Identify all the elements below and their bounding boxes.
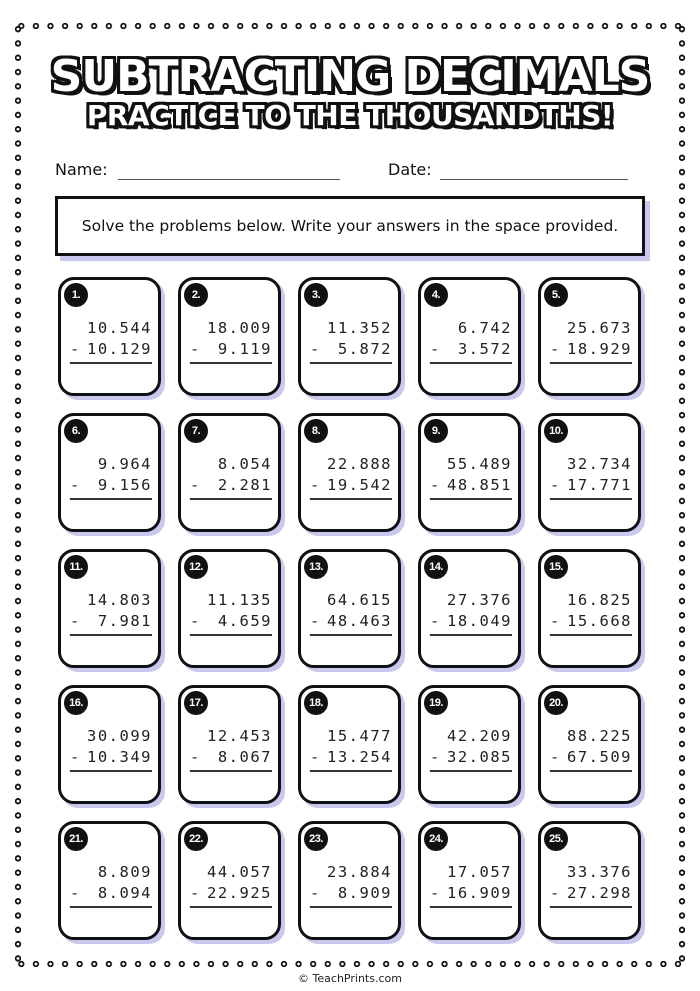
answer-line bbox=[70, 362, 152, 364]
subtraction-problem bbox=[310, 590, 392, 636]
subtrahend-row bbox=[70, 611, 152, 632]
minuend: 8.809 bbox=[97, 863, 152, 881]
subtrahend: 3.572 bbox=[457, 340, 512, 358]
subtraction-problem bbox=[70, 454, 152, 500]
subtrahend: 18.049 bbox=[447, 612, 512, 630]
problem-card bbox=[298, 277, 401, 396]
dotted-border-bottom bbox=[14, 960, 686, 968]
subtrahend-row bbox=[550, 339, 632, 360]
subtrahend-row bbox=[550, 475, 632, 496]
name-label: Name: bbox=[55, 160, 108, 179]
answer-line bbox=[430, 634, 512, 636]
subtrahend: 17.771 bbox=[567, 476, 632, 494]
subtraction-problem bbox=[550, 590, 632, 636]
subtrahend-row bbox=[70, 339, 152, 360]
problem-number-badge: 18. bbox=[304, 691, 328, 715]
answer-line bbox=[430, 498, 512, 500]
answer-line bbox=[190, 498, 272, 500]
subtrahend: 8.909 bbox=[337, 884, 392, 902]
minuend: 11.135 bbox=[207, 591, 272, 609]
subtrahend-row bbox=[310, 611, 392, 632]
subtraction-problem bbox=[550, 454, 632, 500]
subtraction-problem bbox=[430, 726, 512, 772]
minus-sign: - bbox=[430, 476, 441, 494]
minus-sign: - bbox=[70, 884, 81, 902]
minus-sign: - bbox=[430, 340, 441, 358]
subtrahend-row bbox=[190, 611, 272, 632]
problem-card bbox=[418, 277, 521, 396]
minus-sign: - bbox=[70, 340, 81, 358]
subtrahend-row bbox=[430, 339, 512, 360]
subtrahend: 22.925 bbox=[207, 884, 272, 902]
subtrahend-row bbox=[550, 611, 632, 632]
answer-line bbox=[550, 634, 632, 636]
subtrahend: 2.281 bbox=[217, 476, 272, 494]
subtrahend: 18.929 bbox=[567, 340, 632, 358]
subtrahend: 48.851 bbox=[447, 476, 512, 494]
dotted-border-top bbox=[14, 22, 686, 30]
subtrahend: 13.254 bbox=[327, 748, 392, 766]
problem-number-badge: 24. bbox=[424, 827, 448, 851]
subtrahend-row bbox=[550, 747, 632, 768]
problem-number-badge: 25. bbox=[544, 827, 568, 851]
subtrahend-row bbox=[550, 883, 632, 904]
problem-card bbox=[538, 413, 641, 532]
problem-card bbox=[58, 277, 161, 396]
problem-number-badge: 8. bbox=[304, 419, 328, 443]
minuend: 55.489 bbox=[447, 455, 512, 473]
subtraction-problem bbox=[310, 454, 392, 500]
minus-sign: - bbox=[70, 612, 81, 630]
problem-number-badge: 15. bbox=[544, 555, 568, 579]
minuend: 10.544 bbox=[87, 319, 152, 337]
answer-line bbox=[550, 906, 632, 908]
minus-sign: - bbox=[70, 476, 81, 494]
answer-line bbox=[190, 906, 272, 908]
problem-number-badge: 2. bbox=[184, 283, 208, 307]
subtrahend-row bbox=[430, 883, 512, 904]
minuend: 44.057 bbox=[207, 863, 272, 881]
subtraction-problem bbox=[310, 726, 392, 772]
minuend: 88.225 bbox=[567, 727, 632, 745]
minus-sign: - bbox=[310, 476, 321, 494]
answer-space[interactable] bbox=[549, 774, 630, 795]
answer-line bbox=[70, 498, 152, 500]
subtrahend: 8.094 bbox=[97, 884, 152, 902]
answer-line bbox=[310, 634, 392, 636]
answer-space[interactable] bbox=[309, 366, 390, 387]
answer-space[interactable] bbox=[429, 366, 510, 387]
subtraction-problem bbox=[190, 318, 272, 364]
minus-sign: - bbox=[190, 748, 201, 766]
problem-card bbox=[538, 277, 641, 396]
problem-card bbox=[538, 685, 641, 804]
answer-space[interactable] bbox=[309, 638, 390, 659]
subtrahend-row bbox=[430, 611, 512, 632]
problem-number-badge: 23. bbox=[304, 827, 328, 851]
problem-number-badge: 16. bbox=[64, 691, 88, 715]
minuend: 64.615 bbox=[327, 591, 392, 609]
answer-line bbox=[190, 770, 272, 772]
problems-grid bbox=[58, 277, 641, 940]
minuend: 12.453 bbox=[207, 727, 272, 745]
minuend: 11.352 bbox=[327, 319, 392, 337]
subtraction-problem bbox=[190, 726, 272, 772]
minus-sign: - bbox=[310, 884, 321, 902]
subtrahend-row bbox=[310, 747, 392, 768]
subtrahend-row bbox=[70, 883, 152, 904]
problem-number-badge: 3. bbox=[304, 283, 328, 307]
minuend: 30.099 bbox=[87, 727, 152, 745]
answer-space[interactable] bbox=[309, 774, 390, 795]
instructions-text: Solve the problems below. Write your answers in the space provided. bbox=[81, 217, 619, 235]
problem-number-badge: 17. bbox=[184, 691, 208, 715]
subtrahend-row bbox=[190, 883, 272, 904]
subtrahend: 10.129 bbox=[87, 340, 152, 358]
answer-space[interactable] bbox=[429, 638, 510, 659]
answer-space[interactable] bbox=[69, 774, 150, 795]
minuend: 15.477 bbox=[327, 727, 392, 745]
subtrahend-row bbox=[310, 339, 392, 360]
problem-card bbox=[58, 685, 161, 804]
answer-line bbox=[310, 770, 392, 772]
subtrahend: 15.668 bbox=[567, 612, 632, 630]
answer-space[interactable] bbox=[69, 366, 150, 387]
problem-number-badge: 12. bbox=[184, 555, 208, 579]
subtrahend: 7.981 bbox=[97, 612, 152, 630]
subtrahend: 4.659 bbox=[217, 612, 272, 630]
answer-space[interactable] bbox=[189, 774, 270, 795]
subtrahend-row bbox=[310, 883, 392, 904]
problem-card bbox=[298, 549, 401, 668]
subtrahend: 9.156 bbox=[97, 476, 152, 494]
minuend: 22.888 bbox=[327, 455, 392, 473]
minus-sign: - bbox=[190, 884, 201, 902]
subtrahend: 9.119 bbox=[217, 340, 272, 358]
subtraction-problem bbox=[430, 862, 512, 908]
subtraction-problem bbox=[190, 590, 272, 636]
subtraction-problem bbox=[550, 318, 632, 364]
problem-card bbox=[58, 549, 161, 668]
answer-space[interactable] bbox=[189, 638, 270, 659]
problem-card bbox=[178, 277, 281, 396]
minuend: 8.054 bbox=[217, 455, 272, 473]
subtrahend: 8.067 bbox=[217, 748, 272, 766]
subtrahend-row bbox=[430, 747, 512, 768]
answer-space[interactable] bbox=[429, 774, 510, 795]
minus-sign: - bbox=[550, 884, 561, 902]
answer-line bbox=[550, 498, 632, 500]
answer-space[interactable] bbox=[429, 502, 510, 523]
subtrahend: 10.349 bbox=[87, 748, 152, 766]
subtrahend: 5.872 bbox=[337, 340, 392, 358]
problem-number-badge: 19. bbox=[424, 691, 448, 715]
problem-card bbox=[418, 685, 521, 804]
answer-line bbox=[70, 770, 152, 772]
subtraction-problem bbox=[70, 726, 152, 772]
problem-card bbox=[298, 413, 401, 532]
answer-space[interactable] bbox=[549, 910, 630, 931]
subtrahend-row bbox=[190, 339, 272, 360]
answer-space[interactable] bbox=[429, 910, 510, 931]
minus-sign: - bbox=[310, 340, 321, 358]
minus-sign: - bbox=[190, 612, 201, 630]
answer-line bbox=[310, 362, 392, 364]
problem-number-badge: 14. bbox=[424, 555, 448, 579]
instructions-box bbox=[55, 196, 645, 256]
minuend: 17.057 bbox=[447, 863, 512, 881]
dotted-border-left bbox=[14, 22, 22, 968]
minuend: 32.734 bbox=[567, 455, 632, 473]
dotted-border-right bbox=[678, 22, 686, 968]
date-field[interactable] bbox=[440, 179, 628, 180]
subtrahend-row bbox=[70, 475, 152, 496]
answer-space[interactable] bbox=[549, 366, 630, 387]
answer-line bbox=[310, 498, 392, 500]
answer-space[interactable] bbox=[69, 638, 150, 659]
problem-number-badge: 13. bbox=[304, 555, 328, 579]
minuend: 9.964 bbox=[97, 455, 152, 473]
minus-sign: - bbox=[190, 340, 201, 358]
answer-line bbox=[550, 770, 632, 772]
copyright-footer: © TeachPrints.com bbox=[298, 972, 402, 985]
date-label: Date: bbox=[388, 160, 432, 179]
answer-space[interactable] bbox=[69, 910, 150, 931]
answer-line bbox=[550, 362, 632, 364]
problem-number-badge: 6. bbox=[64, 419, 88, 443]
minuend: 6.742 bbox=[457, 319, 512, 337]
minus-sign: - bbox=[70, 748, 81, 766]
problem-number-badge: 11. bbox=[64, 555, 88, 579]
problem-card bbox=[418, 549, 521, 668]
student-info-row bbox=[55, 160, 640, 186]
minus-sign: - bbox=[310, 612, 321, 630]
problem-card bbox=[58, 413, 161, 532]
subtrahend-row bbox=[190, 475, 272, 496]
answer-space[interactable] bbox=[549, 502, 630, 523]
minus-sign: - bbox=[190, 476, 201, 494]
problem-number-badge: 21. bbox=[64, 827, 88, 851]
problem-card bbox=[58, 821, 161, 940]
answer-line bbox=[430, 770, 512, 772]
subtraction-problem bbox=[430, 590, 512, 636]
subtraction-problem bbox=[310, 318, 392, 364]
problem-card bbox=[178, 549, 281, 668]
problem-card bbox=[418, 413, 521, 532]
subtraction-problem bbox=[70, 862, 152, 908]
problem-number-badge: 5. bbox=[544, 283, 568, 307]
subtraction-problem bbox=[190, 454, 272, 500]
answer-space[interactable] bbox=[69, 502, 150, 523]
subtrahend-row bbox=[70, 747, 152, 768]
name-field[interactable] bbox=[118, 179, 340, 180]
minus-sign: - bbox=[550, 748, 561, 766]
answer-space[interactable] bbox=[309, 502, 390, 523]
answer-line bbox=[190, 634, 272, 636]
subtraction-problem bbox=[310, 862, 392, 908]
subtrahend: 32.085 bbox=[447, 748, 512, 766]
worksheet-subtitle: PRACTICE TO THE THOUSANDTHS! bbox=[86, 99, 614, 132]
subtrahend: 67.509 bbox=[567, 748, 632, 766]
minuend: 42.209 bbox=[447, 727, 512, 745]
minuend: 18.009 bbox=[207, 319, 272, 337]
subtrahend-row bbox=[190, 747, 272, 768]
subtraction-problem bbox=[550, 862, 632, 908]
answer-line bbox=[310, 906, 392, 908]
problem-number-badge: 10. bbox=[544, 419, 568, 443]
problem-card bbox=[538, 549, 641, 668]
minuend: 27.376 bbox=[447, 591, 512, 609]
answer-space[interactable] bbox=[549, 638, 630, 659]
problem-card bbox=[538, 821, 641, 940]
problem-number-badge: 1. bbox=[64, 283, 88, 307]
minus-sign: - bbox=[430, 748, 441, 766]
subtraction-problem bbox=[70, 318, 152, 364]
subtrahend: 48.463 bbox=[327, 612, 392, 630]
minus-sign: - bbox=[550, 340, 561, 358]
subtrahend: 27.298 bbox=[567, 884, 632, 902]
answer-line bbox=[70, 634, 152, 636]
problem-card bbox=[418, 821, 521, 940]
answer-space[interactable] bbox=[189, 910, 270, 931]
problem-number-badge: 7. bbox=[184, 419, 208, 443]
subtrahend-row bbox=[310, 475, 392, 496]
subtrahend: 19.542 bbox=[327, 476, 392, 494]
subtraction-problem bbox=[550, 726, 632, 772]
minuend: 16.825 bbox=[567, 591, 632, 609]
worksheet-title: SUBTRACTING DECIMALS bbox=[50, 51, 650, 102]
minuend: 14.803 bbox=[87, 591, 152, 609]
answer-line bbox=[430, 906, 512, 908]
problem-number-badge: 4. bbox=[424, 283, 448, 307]
problem-number-badge: 20. bbox=[544, 691, 568, 715]
subtrahend-row bbox=[430, 475, 512, 496]
problem-number-badge: 9. bbox=[424, 419, 448, 443]
answer-space[interactable] bbox=[189, 502, 270, 523]
minuend: 23.884 bbox=[327, 863, 392, 881]
minus-sign: - bbox=[430, 884, 441, 902]
subtrahend: 16.909 bbox=[447, 884, 512, 902]
answer-line bbox=[430, 362, 512, 364]
minuend: 25.673 bbox=[567, 319, 632, 337]
answer-space[interactable] bbox=[309, 910, 390, 931]
answer-line bbox=[70, 906, 152, 908]
problem-number-badge: 22. bbox=[184, 827, 208, 851]
subtraction-problem bbox=[430, 318, 512, 364]
subtraction-problem bbox=[190, 862, 272, 908]
problem-card bbox=[298, 685, 401, 804]
minus-sign: - bbox=[550, 612, 561, 630]
minus-sign: - bbox=[550, 476, 561, 494]
problem-card bbox=[298, 821, 401, 940]
answer-line bbox=[190, 362, 272, 364]
problem-card bbox=[178, 413, 281, 532]
minuend: 33.376 bbox=[567, 863, 632, 881]
problem-card bbox=[178, 821, 281, 940]
minus-sign: - bbox=[310, 748, 321, 766]
answer-space[interactable] bbox=[189, 366, 270, 387]
subtraction-problem bbox=[430, 454, 512, 500]
minus-sign: - bbox=[430, 612, 441, 630]
problem-card bbox=[178, 685, 281, 804]
subtraction-problem bbox=[70, 590, 152, 636]
